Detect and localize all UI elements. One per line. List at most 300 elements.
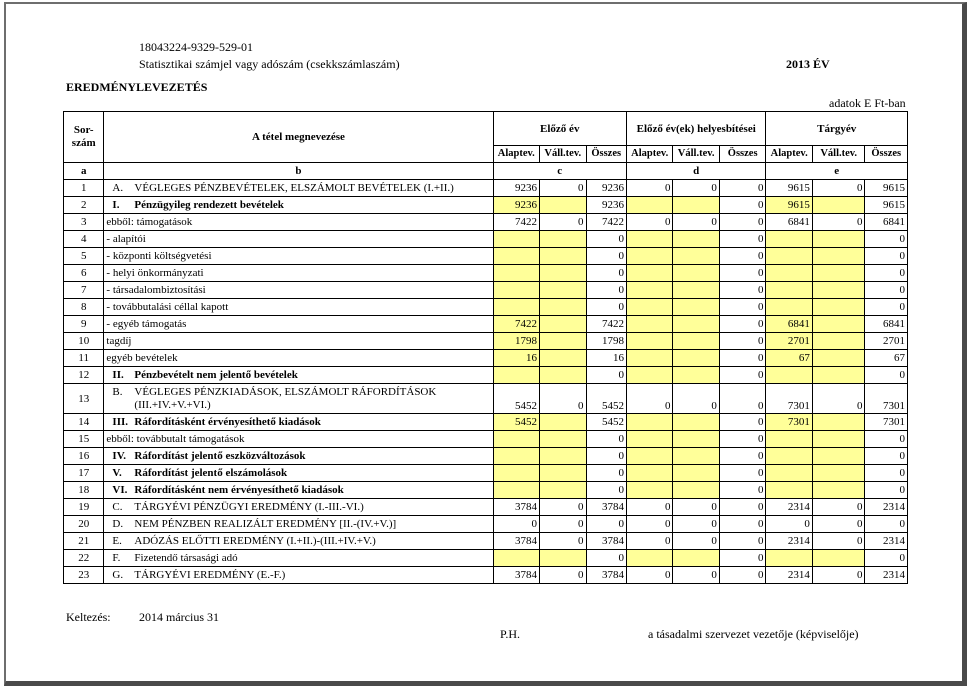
input-cell[interactable]: [540, 482, 586, 499]
value-cell: 7301: [766, 384, 812, 414]
input-cell[interactable]: [766, 448, 812, 465]
subheader-base: Alaptev.: [493, 146, 539, 163]
input-cell[interactable]: [540, 248, 586, 265]
input-cell[interactable]: [812, 414, 865, 431]
input-cell[interactable]: [493, 482, 539, 499]
row-label-continued: (III.+IV.+V.+VI.): [134, 398, 211, 411]
row-label: - központi költségvetési: [106, 250, 212, 262]
header-prev-year: Előző év: [493, 112, 626, 146]
header-sorszam: Sor- szám: [64, 112, 104, 163]
input-cell[interactable]: [766, 367, 812, 384]
row-label: tagdíj: [106, 335, 132, 347]
value-cell: 0: [865, 482, 908, 499]
input-cell[interactable]: [673, 550, 719, 567]
row-number: 16: [64, 448, 104, 465]
input-cell[interactable]: [540, 316, 586, 333]
input-cell[interactable]: [673, 350, 719, 367]
value-cell: 0: [540, 499, 586, 516]
value-cell: 9236: [586, 197, 626, 214]
input-cell[interactable]: [626, 299, 672, 316]
input-cell[interactable]: [540, 231, 586, 248]
value-cell: 0: [812, 533, 865, 550]
table-row: [64, 367, 908, 384]
subheader-enterprise: Váll.tev.: [540, 146, 586, 163]
row-label: Ráfordításként nem érvényesíthető kiadások: [134, 484, 344, 496]
row-number: 22: [64, 550, 104, 567]
value-cell: 0: [719, 214, 766, 231]
input-cell[interactable]: [766, 550, 812, 567]
value-cell: 0: [865, 248, 908, 265]
input-cell[interactable]: [626, 248, 672, 265]
input-cell[interactable]: [812, 316, 865, 333]
input-cell[interactable]: [540, 448, 586, 465]
letter-d: d: [626, 163, 765, 180]
row-item-name: [104, 431, 493, 448]
input-cell[interactable]: [493, 367, 539, 384]
input-cell[interactable]: [812, 265, 865, 282]
row-label: NEM PÉNZBEN REALIZÁLT EREDMÉNY [II.-(IV.+V.)]: [134, 518, 397, 530]
row-label: egyéb bevételek: [106, 352, 178, 364]
value-cell: 0: [719, 482, 766, 499]
row-item-name: [104, 448, 493, 465]
input-cell[interactable]: [493, 248, 539, 265]
value-cell: 7301: [865, 414, 908, 431]
input-cell[interactable]: [673, 431, 719, 448]
input-cell[interactable]: [766, 482, 812, 499]
value-cell: 2701: [865, 333, 908, 350]
letter-b: b: [104, 163, 493, 180]
input-cell[interactable]: 67: [766, 350, 812, 367]
value-cell: 0: [626, 499, 672, 516]
row-number: 8: [64, 299, 104, 316]
input-cell[interactable]: [673, 282, 719, 299]
subheader-total: Összes: [586, 146, 626, 163]
row-label: - helyi önkormányzati: [106, 267, 204, 279]
row-number: 7: [64, 282, 104, 299]
value-cell: 0: [673, 533, 719, 550]
value-cell: 0: [812, 180, 865, 197]
input-cell[interactable]: [812, 448, 865, 465]
table-row: [64, 516, 908, 533]
row-number: 18: [64, 482, 104, 499]
row-label: Ráfordítást jelentő elszámolások: [134, 467, 288, 479]
input-cell[interactable]: [766, 465, 812, 482]
input-cell[interactable]: [812, 231, 865, 248]
table-row: [64, 550, 908, 567]
input-cell[interactable]: [766, 431, 812, 448]
value-cell: 3784: [493, 499, 539, 516]
row-item-name: [104, 414, 493, 431]
table-row: [64, 214, 908, 231]
value-cell: 0: [719, 316, 766, 333]
value-cell: 0: [626, 567, 672, 584]
row-item-name: [104, 197, 493, 214]
row-label: Ráfordításként érvényesíthető kiadások: [134, 416, 321, 428]
row-number: 20: [64, 516, 104, 533]
row-item-name: [104, 367, 493, 384]
input-cell[interactable]: [812, 367, 865, 384]
value-cell: 0: [626, 384, 672, 414]
input-cell[interactable]: 2701: [766, 333, 812, 350]
value-cell: 0: [719, 231, 766, 248]
row-item-name: [104, 350, 493, 367]
input-cell[interactable]: [493, 550, 539, 567]
value-cell: 0: [673, 180, 719, 197]
value-cell: 0: [719, 567, 766, 584]
input-cell[interactable]: 9615: [766, 197, 812, 214]
row-number: 17: [64, 465, 104, 482]
table-row: [64, 465, 908, 482]
value-cell: 0: [719, 384, 766, 414]
row-roman-numeral: V.: [112, 467, 122, 479]
input-cell[interactable]: [673, 414, 719, 431]
row-number: 3: [64, 214, 104, 231]
row-roman-numeral: A.: [112, 182, 124, 194]
input-cell[interactable]: [493, 299, 539, 316]
row-roman-numeral: II.: [112, 369, 124, 381]
input-cell[interactable]: [540, 299, 586, 316]
row-item-name: [104, 180, 493, 197]
value-cell: 0: [719, 248, 766, 265]
table-row: [64, 282, 908, 299]
letter-a: a: [64, 163, 104, 180]
value-cell: 0: [626, 214, 672, 231]
input-cell[interactable]: [540, 414, 586, 431]
value-cell: 0: [719, 350, 766, 367]
value-cell: 0: [719, 533, 766, 550]
value-cell: 0: [586, 431, 626, 448]
input-cell[interactable]: [673, 265, 719, 282]
input-cell[interactable]: [540, 333, 586, 350]
row-item-name: [104, 333, 493, 350]
input-cell[interactable]: [626, 350, 672, 367]
value-cell: 7422: [586, 214, 626, 231]
value-cell: 2314: [766, 499, 812, 516]
row-number: 9: [64, 316, 104, 333]
input-cell[interactable]: [812, 482, 865, 499]
value-cell: 0: [586, 231, 626, 248]
input-cell[interactable]: [673, 448, 719, 465]
row-label: Pénzügyileg rendezett bevételek: [134, 199, 284, 211]
value-cell: 3784: [493, 567, 539, 584]
row-item-name: [104, 516, 493, 533]
table-row: [64, 248, 908, 265]
value-cell: 9236: [493, 180, 539, 197]
input-cell[interactable]: [540, 265, 586, 282]
row-roman-numeral: F.: [112, 552, 121, 564]
input-cell[interactable]: [493, 431, 539, 448]
value-cell: 0: [540, 533, 586, 550]
value-cell: 0: [865, 367, 908, 384]
input-cell[interactable]: [673, 465, 719, 482]
value-cell: 9615: [766, 180, 812, 197]
value-cell: 2314: [766, 533, 812, 550]
value-cell: 0: [493, 516, 539, 533]
value-cell: 0: [812, 516, 865, 533]
value-cell: 0: [719, 333, 766, 350]
input-cell[interactable]: [673, 333, 719, 350]
input-cell[interactable]: [812, 550, 865, 567]
value-cell: 9615: [865, 180, 908, 197]
table-row: [64, 499, 908, 516]
input-cell[interactable]: [812, 197, 865, 214]
row-item-name: [104, 282, 493, 299]
input-cell[interactable]: 5452: [493, 414, 539, 431]
value-cell: 7301: [865, 384, 908, 414]
row-label: - társadalombiztosítási: [106, 284, 206, 296]
input-cell[interactable]: [812, 282, 865, 299]
table-row: [64, 299, 908, 316]
row-label: - egyéb támogatás: [106, 318, 187, 330]
table-row: [64, 180, 908, 197]
value-cell: 0: [719, 299, 766, 316]
input-cell[interactable]: [626, 448, 672, 465]
input-cell[interactable]: [626, 197, 672, 214]
row-number: 2: [64, 197, 104, 214]
input-cell[interactable]: 9236: [493, 197, 539, 214]
value-cell: 0: [540, 180, 586, 197]
row-item-name: [104, 248, 493, 265]
value-cell: 3784: [586, 533, 626, 550]
row-item-name: [104, 231, 493, 248]
subheader-enterprise: Váll.tev.: [673, 146, 719, 163]
value-cell: 0: [719, 499, 766, 516]
value-cell: 0: [719, 414, 766, 431]
header-adjustments: Előző év(ek) helyesbítései: [626, 112, 765, 146]
value-cell: 2314: [865, 499, 908, 516]
input-cell[interactable]: [626, 414, 672, 431]
value-cell: 3784: [586, 499, 626, 516]
input-cell[interactable]: [493, 448, 539, 465]
input-cell[interactable]: [766, 231, 812, 248]
value-cell: 0: [719, 448, 766, 465]
table-row: [64, 414, 908, 431]
row-number: 12: [64, 367, 104, 384]
date-label: Keltezés:: [66, 610, 111, 624]
unit-label: adatok E Ft-ban: [829, 96, 906, 110]
row-label: VÉGLEGES PÉNZKIADÁSOK, ELSZÁMOLT RÁFORDÍTÁSOK: [134, 385, 437, 398]
subheader-base: Alaptev.: [626, 146, 672, 163]
input-cell[interactable]: [626, 333, 672, 350]
value-cell: 0: [673, 384, 719, 414]
value-cell: 0: [586, 482, 626, 499]
subheader-base: Alaptev.: [766, 146, 812, 163]
row-item-name: [104, 265, 493, 282]
value-cell: 9615: [865, 197, 908, 214]
input-cell[interactable]: [626, 265, 672, 282]
row-item-name: [104, 384, 493, 414]
value-cell: 0: [586, 448, 626, 465]
table-row: [64, 231, 908, 248]
input-cell[interactable]: [540, 282, 586, 299]
value-cell: 3784: [586, 567, 626, 584]
value-cell: 0: [719, 282, 766, 299]
value-cell: 7422: [586, 316, 626, 333]
input-cell[interactable]: [673, 316, 719, 333]
table-row: [64, 384, 908, 414]
input-cell[interactable]: [812, 350, 865, 367]
row-item-name: [104, 482, 493, 499]
value-cell: 0: [865, 282, 908, 299]
subheader-enterprise: Váll.tev.: [812, 146, 865, 163]
input-cell[interactable]: [673, 231, 719, 248]
subheader-total: Összes: [719, 146, 766, 163]
input-cell[interactable]: [626, 231, 672, 248]
table-row: [64, 567, 908, 584]
value-cell: 0: [812, 214, 865, 231]
input-cell[interactable]: [540, 197, 586, 214]
input-cell[interactable]: [626, 431, 672, 448]
row-roman-numeral: I.: [112, 199, 120, 211]
row-label: Fizetendő társasági adó: [134, 552, 238, 564]
input-cell[interactable]: [673, 299, 719, 316]
row-number: 23: [64, 567, 104, 584]
value-cell: 5452: [493, 384, 539, 414]
row-number: 4: [64, 231, 104, 248]
input-cell[interactable]: [540, 465, 586, 482]
table-row: [64, 333, 908, 350]
input-cell[interactable]: [626, 282, 672, 299]
row-roman-numeral: E.: [112, 535, 122, 547]
income-statement-table: [63, 111, 908, 584]
input-cell[interactable]: [812, 333, 865, 350]
value-cell: 7422: [493, 214, 539, 231]
input-cell[interactable]: [493, 465, 539, 482]
value-cell: 0: [719, 431, 766, 448]
input-cell[interactable]: [673, 367, 719, 384]
value-cell: 0: [719, 367, 766, 384]
value-cell: 1798: [586, 333, 626, 350]
input-cell[interactable]: [812, 465, 865, 482]
value-cell: 0: [865, 516, 908, 533]
value-cell: 0: [865, 265, 908, 282]
value-cell: 0: [865, 231, 908, 248]
table-row: [64, 350, 908, 367]
row-item-name: [104, 499, 493, 516]
input-cell[interactable]: [540, 550, 586, 567]
value-cell: 3784: [493, 533, 539, 550]
input-cell[interactable]: [540, 431, 586, 448]
input-cell[interactable]: [540, 367, 586, 384]
value-cell: 0: [586, 265, 626, 282]
row-label: Pénzbevételt nem jelentő bevételek: [134, 369, 298, 381]
value-cell: 0: [865, 448, 908, 465]
value-cell: 0: [766, 516, 812, 533]
value-cell: 5452: [586, 384, 626, 414]
value-cell: 0: [586, 282, 626, 299]
input-cell[interactable]: [766, 265, 812, 282]
input-cell[interactable]: [673, 197, 719, 214]
table-row: [64, 448, 908, 465]
row-number: 19: [64, 499, 104, 516]
letter-e: e: [766, 163, 908, 180]
input-cell[interactable]: [673, 482, 719, 499]
input-cell[interactable]: [766, 299, 812, 316]
value-cell: 0: [673, 567, 719, 584]
row-item-name: [104, 214, 493, 231]
value-cell: 6841: [865, 214, 908, 231]
value-cell: 0: [865, 431, 908, 448]
header-current-year: Tárgyév: [766, 112, 908, 146]
row-label: ebből: támogatások: [106, 216, 193, 228]
value-cell: 0: [540, 567, 586, 584]
year-label: 2013 ÉV: [786, 57, 830, 71]
value-cell: 2314: [865, 567, 908, 584]
row-item-name: [104, 299, 493, 316]
input-cell[interactable]: [626, 465, 672, 482]
input-cell[interactable]: [673, 248, 719, 265]
row-number: 6: [64, 265, 104, 282]
letter-c: c: [493, 163, 626, 180]
table-row: [64, 533, 908, 550]
subheader-total: Összes: [865, 146, 908, 163]
input-cell[interactable]: [766, 248, 812, 265]
table-row: [64, 265, 908, 282]
id-number: 18043224-9329-529-01: [139, 40, 253, 54]
page-title: EREDMÉNYLEVEZETÉS: [66, 80, 208, 94]
value-cell: 0: [719, 465, 766, 482]
table-row: [64, 197, 908, 214]
input-cell[interactable]: [493, 282, 539, 299]
value-cell: 6841: [766, 214, 812, 231]
stamp-label: P.H.: [500, 627, 521, 641]
row-label: ebből: továbbutalt támogatások: [106, 433, 245, 445]
value-cell: 0: [719, 265, 766, 282]
input-cell[interactable]: [493, 265, 539, 282]
row-number: 5: [64, 248, 104, 265]
value-cell: 2314: [865, 533, 908, 550]
input-cell[interactable]: [812, 431, 865, 448]
value-cell: 9236: [586, 180, 626, 197]
input-cell[interactable]: 6841: [766, 316, 812, 333]
input-cell[interactable]: [812, 248, 865, 265]
input-cell[interactable]: 7422: [493, 316, 539, 333]
value-cell: 0: [719, 516, 766, 533]
id-label: Statisztikai számjel vagy adószám (csekkszámlaszám): [139, 57, 400, 71]
row-number: 21: [64, 533, 104, 550]
input-cell[interactable]: [626, 316, 672, 333]
value-cell: 5452: [586, 414, 626, 431]
header-item-name: A tétel megnevezése: [104, 112, 493, 163]
input-cell[interactable]: 1798: [493, 333, 539, 350]
input-cell[interactable]: [766, 282, 812, 299]
row-number: 11: [64, 350, 104, 367]
row-item-name: [104, 567, 493, 584]
value-cell: 0: [812, 384, 865, 414]
value-cell: 0: [812, 499, 865, 516]
value-cell: 0: [626, 516, 672, 533]
value-cell: 6841: [865, 316, 908, 333]
row-roman-numeral: G.: [112, 569, 124, 581]
value-cell: 0: [673, 499, 719, 516]
input-cell[interactable]: [812, 299, 865, 316]
input-cell[interactable]: [493, 231, 539, 248]
table-row: [64, 482, 908, 499]
input-cell[interactable]: [626, 482, 672, 499]
input-cell[interactable]: [540, 350, 586, 367]
value-cell: 67: [865, 350, 908, 367]
date-value: 2014 március 31: [139, 610, 219, 624]
value-cell: 0: [865, 550, 908, 567]
input-cell[interactable]: 16: [493, 350, 539, 367]
input-cell[interactable]: [626, 367, 672, 384]
row-number: 13: [64, 384, 104, 414]
row-item-name: [104, 465, 493, 482]
input-cell[interactable]: [626, 550, 672, 567]
value-cell: 0: [540, 214, 586, 231]
input-cell[interactable]: 7301: [766, 414, 812, 431]
row-label: TÁRGYÉVI PÉNZÜGYI EREDMÉNY (I.-III.-VI.): [134, 501, 364, 513]
